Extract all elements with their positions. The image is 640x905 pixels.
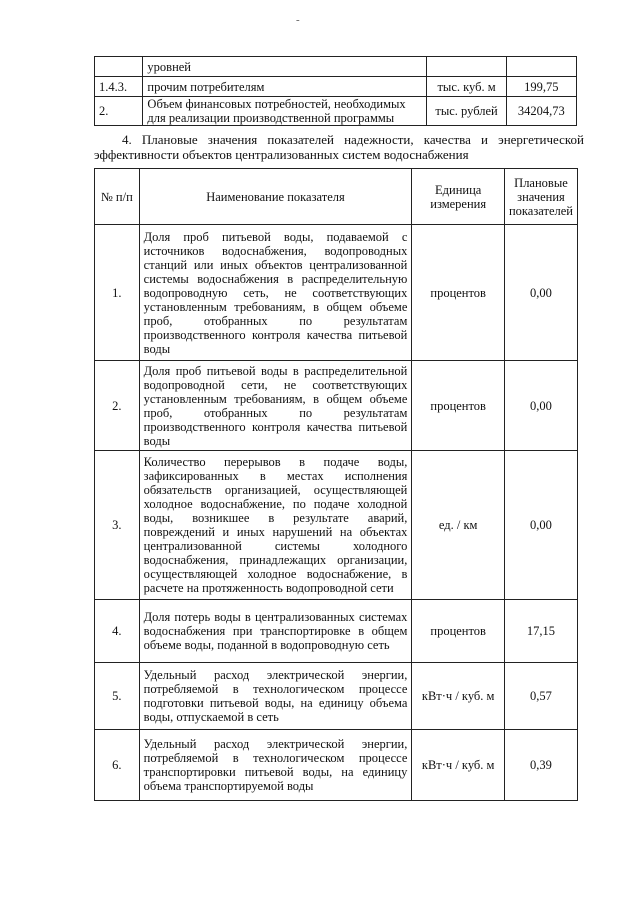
row-name: Доля проб питьевой воды, подаваемой с источников водоснабжения, водопроводных станций или иных объектов централизованной системы водоснабжения в распределительную водопроводную сеть, не соответствующих установленным требованиям, в общем объеме проб, отобранных по результатам производственного контроля качества питьевой воды	[139, 225, 412, 361]
row-number: 4.	[95, 600, 140, 663]
row-unit: кВт·ч / куб. м	[412, 730, 505, 801]
row-name: Количество перерывов в подаче воды, зафиксированных в местах исполнения обязательств организацией, осуществляющей холодное водоснабжение, по подаче холодной воды, возникшее в результате аварий, повреждений и иных нарушений на объектах централизованной системы холодного водоснабжения, принадлежащих организации, осуществляющей холодное водоснабжение, в расчете на протяженность водопроводной сети	[139, 451, 412, 600]
table-row	[95, 97, 577, 126]
table-row	[95, 77, 577, 97]
header-unit: Единица измерения	[412, 169, 505, 225]
row-name: Объем финансовых потребностей, необходимых для реализации производственной программы	[143, 97, 427, 126]
row-unit: тыс. куб. м	[427, 77, 506, 97]
row-number: 5.	[95, 663, 140, 730]
row-number: 6.	[95, 730, 140, 801]
row-unit: тыс. рублей	[427, 97, 506, 126]
row-unit: кВт·ч / куб. м	[412, 663, 505, 730]
row-unit: ед. / км	[412, 451, 505, 600]
row-value: 0,39	[504, 730, 577, 801]
row-number: 2.	[95, 361, 140, 451]
row-value: 0,00	[504, 451, 577, 600]
row-value	[506, 57, 576, 77]
row-name: уровней	[143, 57, 427, 77]
table-row	[95, 451, 578, 600]
row-value: 0,57	[504, 663, 577, 730]
row-name: Удельный расход электрической энергии, потребляемой в технологическом процессе транспортировки питьевой воды, на единицу объема транспортируемой воды	[139, 730, 412, 801]
row-unit: процентов	[412, 361, 505, 451]
table-row	[95, 730, 578, 801]
header-name: Наименование показателя	[139, 169, 412, 225]
program-volume-table	[94, 56, 577, 126]
row-unit	[427, 57, 506, 77]
table-row	[95, 600, 578, 663]
row-unit: процентов	[412, 225, 505, 361]
row-value: 199,75	[506, 77, 576, 97]
row-number: 2.	[95, 97, 143, 126]
header-number: № п/п	[95, 169, 140, 225]
row-name: прочим потребителям	[143, 77, 427, 97]
row-value: 0,00	[504, 225, 577, 361]
table-row	[95, 225, 578, 361]
row-number: 1.	[95, 225, 140, 361]
section-heading: 4. Плановые значения показателей надежности, качества и энергетической эффективности объектов централизованных систем водоснабжения	[94, 132, 584, 162]
row-name: Доля потерь воды в централизованных системах водоснабжения при транспортировке в общем объеме воды, поданной в водопроводную сеть	[139, 600, 412, 663]
row-name: Удельный расход электрической энергии, потребляемой в технологическом процессе подготовки питьевой воды, на единицу объема воды, отпускаемой в сеть	[139, 663, 412, 730]
table-row	[95, 663, 578, 730]
row-name: Доля проб питьевой воды в распределительной водопроводной сети, не соответствующих установленным требованиям, в общем объеме проб, отобранных по результатам производственного контроля качества питьевой воды	[139, 361, 412, 451]
row-value: 0,00	[504, 361, 577, 451]
table-row	[95, 57, 577, 77]
row-number: 1.4.3.	[95, 77, 143, 97]
row-value: 34204,73	[506, 97, 576, 126]
row-number: 3.	[95, 451, 140, 600]
row-value: 17,15	[504, 600, 577, 663]
row-number	[95, 57, 143, 77]
table-row	[95, 361, 578, 451]
indicators-table	[94, 168, 578, 801]
table-header-row	[95, 169, 578, 225]
header-value: Плановые значения показателей	[504, 169, 577, 225]
page-mark: -	[296, 14, 300, 26]
row-unit: процентов	[412, 600, 505, 663]
